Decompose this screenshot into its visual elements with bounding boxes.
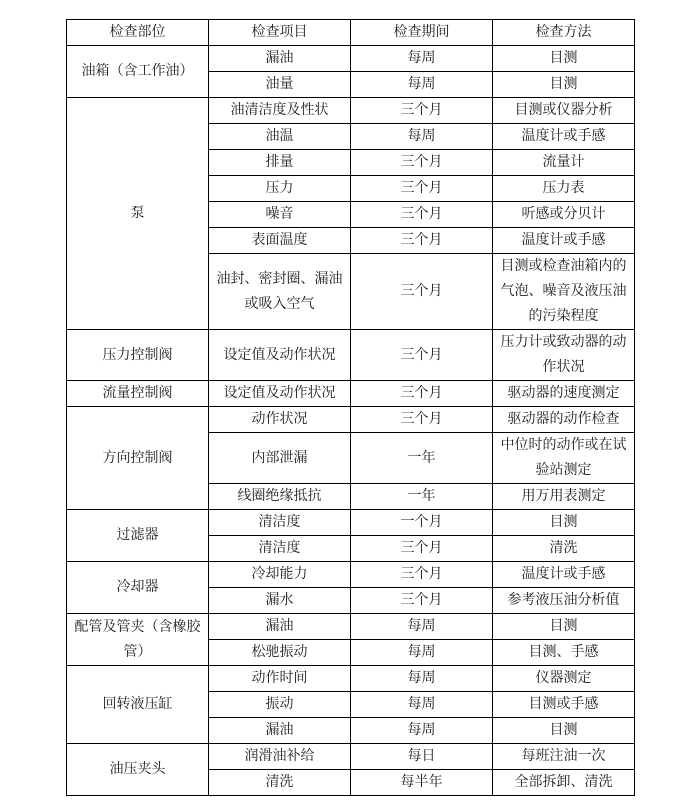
item-cell: 油封、密封圈、漏油或吸入空气: [209, 254, 351, 330]
table-row: [67, 614, 635, 640]
period-cell: 每日: [351, 744, 493, 770]
part-cell: 压力控制阀: [67, 330, 209, 381]
item-cell: 排量: [209, 150, 351, 176]
part-cell: 过滤器: [67, 510, 209, 562]
method-cell: 目测: [493, 614, 635, 640]
method-cell: 流量计: [493, 150, 635, 176]
item-cell: 润滑油补给: [209, 744, 351, 770]
method-cell: 温度计或手感: [493, 124, 635, 150]
period-cell: 三个月: [351, 202, 493, 228]
item-cell: 漏油: [209, 614, 351, 640]
table-row: [67, 666, 635, 692]
part-cell: 配管及管夹（含橡胶管）: [67, 614, 209, 666]
period-cell: 三个月: [351, 407, 493, 433]
period-cell: 一年: [351, 433, 493, 484]
method-cell: 参考液压油分析值: [493, 588, 635, 614]
item-cell: 清洗: [209, 770, 351, 796]
period-cell: 一年: [351, 484, 493, 510]
table-row: [67, 330, 635, 381]
method-cell: 目测或手感: [493, 692, 635, 718]
method-cell: 温度计或手感: [493, 562, 635, 588]
method-cell: 全部拆卸、清洗: [493, 770, 635, 796]
method-cell: 压力表: [493, 176, 635, 202]
method-cell: 仪器测定: [493, 666, 635, 692]
part-cell: 回转液压缸: [67, 666, 209, 744]
period-cell: 三个月: [351, 381, 493, 407]
item-cell: 设定值及动作状况: [209, 381, 351, 407]
method-cell: 目测或检查油箱内的气泡、噪音及液压油的污染程度: [493, 254, 635, 330]
method-cell: 目测: [493, 72, 635, 98]
method-cell: 压力计或致动器的动作状况: [493, 330, 635, 381]
table-row: [67, 98, 635, 124]
item-cell: 内部泄漏: [209, 433, 351, 484]
item-cell: 线圈绝缘抵抗: [209, 484, 351, 510]
period-cell: 三个月: [351, 98, 493, 124]
item-cell: 油清洁度及性状: [209, 98, 351, 124]
table-row: [67, 744, 635, 770]
method-cell: 目测: [493, 718, 635, 744]
table-row: [67, 562, 635, 588]
period-cell: 每周: [351, 46, 493, 72]
part-cell: 冷却器: [67, 562, 209, 614]
period-cell: 每周: [351, 692, 493, 718]
period-cell: 三个月: [351, 228, 493, 254]
period-cell: 三个月: [351, 254, 493, 330]
item-cell: 冷却能力: [209, 562, 351, 588]
item-cell: 噪音: [209, 202, 351, 228]
period-cell: 每周: [351, 614, 493, 640]
item-cell: 油温: [209, 124, 351, 150]
item-cell: 动作时间: [209, 666, 351, 692]
part-cell: 流量控制阀: [67, 381, 209, 407]
part-cell: 泵: [67, 98, 209, 330]
period-cell: 三个月: [351, 176, 493, 202]
header-row: [67, 20, 635, 46]
item-cell: 清洁度: [209, 536, 351, 562]
part-cell: 油箱（含工作油）: [67, 46, 209, 98]
period-cell: 三个月: [351, 588, 493, 614]
method-cell: 目测、手感: [493, 640, 635, 666]
method-cell: 目测: [493, 46, 635, 72]
table-row: [67, 510, 635, 536]
period-cell: 每周: [351, 718, 493, 744]
item-cell: 漏水: [209, 588, 351, 614]
method-cell: 驱动器的速度测定: [493, 381, 635, 407]
header-item: 检查项目: [209, 20, 351, 46]
period-cell: 三个月: [351, 330, 493, 381]
period-cell: 每周: [351, 124, 493, 150]
item-cell: 设定值及动作状况: [209, 330, 351, 381]
header-method: 检查方法: [493, 20, 635, 46]
method-cell: 目测或仪器分析: [493, 98, 635, 124]
method-cell: 温度计或手感: [493, 228, 635, 254]
table-row: [67, 46, 635, 72]
period-cell: 三个月: [351, 536, 493, 562]
item-cell: 动作状况: [209, 407, 351, 433]
method-cell: 中位时的动作或在试验站测定: [493, 433, 635, 484]
item-cell: 漏油: [209, 718, 351, 744]
method-cell: 听感或分贝计: [493, 202, 635, 228]
method-cell: 清洗: [493, 536, 635, 562]
period-cell: 一个月: [351, 510, 493, 536]
period-cell: 每周: [351, 640, 493, 666]
method-cell: 驱动器的动作检查: [493, 407, 635, 433]
item-cell: 清洁度: [209, 510, 351, 536]
part-cell: 油压夹头: [67, 744, 209, 796]
header-part: 检查部位: [67, 20, 209, 46]
period-cell: 三个月: [351, 150, 493, 176]
method-cell: 每班注油一次: [493, 744, 635, 770]
method-cell: 用万用表测定: [493, 484, 635, 510]
inspection-table: [66, 19, 635, 796]
table-row: [67, 381, 635, 407]
item-cell: 表面温度: [209, 228, 351, 254]
header-period: 检查期间: [351, 20, 493, 46]
part-cell: 方向控制阀: [67, 407, 209, 510]
item-cell: 油量: [209, 72, 351, 98]
item-cell: 振动: [209, 692, 351, 718]
item-cell: 松驰振动: [209, 640, 351, 666]
method-cell: 目测: [493, 510, 635, 536]
period-cell: 每周: [351, 666, 493, 692]
period-cell: 三个月: [351, 562, 493, 588]
item-cell: 漏油: [209, 46, 351, 72]
period-cell: 每半年: [351, 770, 493, 796]
period-cell: 每周: [351, 72, 493, 98]
table-row: [67, 407, 635, 433]
item-cell: 压力: [209, 176, 351, 202]
